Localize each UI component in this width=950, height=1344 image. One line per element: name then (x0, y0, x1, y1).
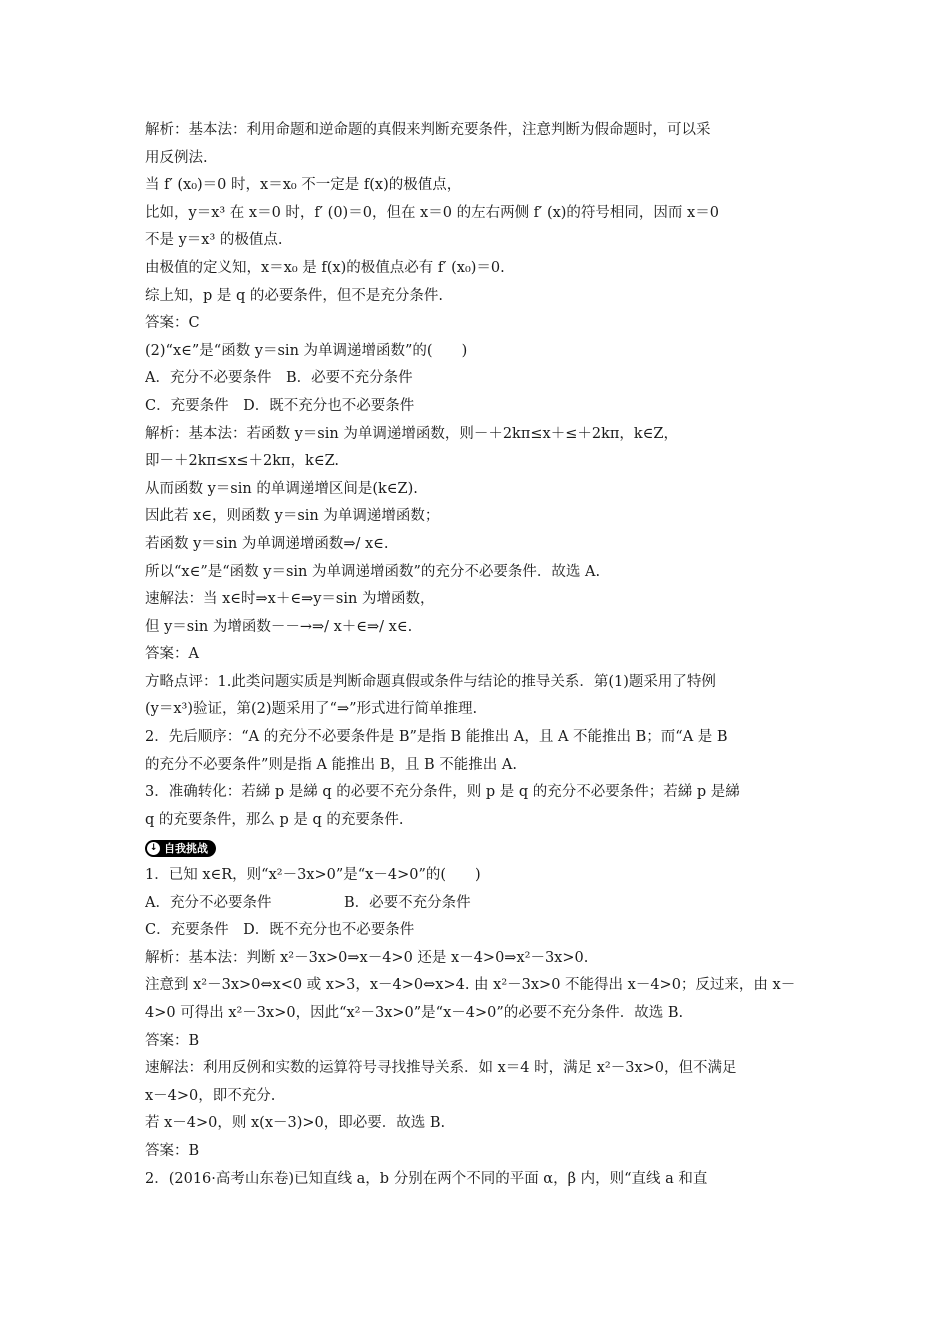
badge-label: 自我挑战 (164, 842, 208, 856)
text-line: 若 x－4>0，则 x(x－3)>0，即必要．故选 B. (145, 1115, 446, 1132)
option-line: A．充分不必要条件 B．必要不充分条件 (145, 370, 413, 387)
question-line: 2．(2016·高考山东卷)已知直线 a，b 分别在两个不同的平面 α，β 内，则“直线 a 和直 (145, 1170, 708, 1187)
text-line: (y＝x³)验证，第(2)题采用了“⇒”形式进行简单推理. (145, 701, 478, 718)
text-line: 4>0 可得出 x²－3x>0，因此“x²－3x>0”是“x－4>0”的必要不充分条件．故选 B. (145, 1005, 684, 1021)
answer-line: 答案：B (145, 1142, 200, 1159)
self-challenge-header (145, 834, 810, 862)
option-line: C．充要条件 D．既不充分也不必要条件 (145, 397, 415, 414)
text-line: 解析：基本法：若函数 y＝sin 为单调递增函数，则－＋2kπ≤x＋≤＋2kπ，k∈Z， (145, 425, 678, 442)
text-line: 注意到 x²－3x>0⇔x<0 或 x>3，x－4>0⇔x>4. 由 x²－3x>0 不能得出 x－4>0；反过来，由 x－ (145, 977, 796, 994)
text-line: 解析：基本法：利用命题和逆命题的真假来判断充要条件，注意判断为假命题时，可以采 (145, 122, 711, 138)
text-line: 速解法：当 x∈时⇒x＋∈⇒y＝sin 为增函数， (145, 591, 435, 608)
text-line: 但 y＝sin 为增函数－－→⇒/ x＋∈⇒/ x∈. (145, 618, 413, 635)
document-content (145, 117, 810, 1193)
text-line: 综上知，p 是 q 的必要条件，但不是充分条件. (145, 287, 443, 304)
question-line: (2)“x∈”是“函数 y＝sin 为单调递增函数”的( ) (145, 342, 468, 359)
text-line: 由极值的定义知，x＝x₀ 是 f(x)的极值点必有 f′ (x₀)＝0. (145, 259, 505, 276)
text-line: 所以“x∈”是“函数 y＝sin 为单调递增函数”的充分不必要条件．故选 A. (145, 563, 601, 580)
arrow-down-icon: ↓ (147, 842, 160, 855)
text-line: 解析：基本法：判断 x²－3x>0⇒x－4>0 还是 x－4>0⇒x²－3x>0. (145, 949, 589, 966)
text-line: 若函数 y＝sin 为单调递增函数⇒/ x∈. (145, 535, 389, 552)
answer-line: 答案：C (145, 315, 200, 332)
self-challenge-badge (145, 840, 216, 857)
option-line: A．充分不必要条件 B．必要不充分条件 (145, 894, 471, 911)
answer-line: 答案：A (145, 646, 199, 663)
option-line: C．充要条件 D．既不充分也不必要条件 (145, 922, 415, 939)
text-line: 2．先后顺序：“A 的充分不必要条件是 B”是指 B 能推出 A，且 A 不能推出 B；而“A 是 B (145, 729, 728, 746)
text-line: 比如，y＝x³ 在 x＝0 时，f′ (0)＝0，但在 x＝0 的左右两侧 f′ (x)的符号相同，因而 x＝0 (145, 204, 719, 221)
text-line: x－4>0，即不充分. (145, 1087, 276, 1104)
text-line: 方略点评：1.此类问题实质是判断命题真假或条件与结论的推导关系．第(1)题采用了特例 (145, 673, 716, 690)
text-line: 即－＋2kπ≤x≤＋2kπ，k∈Z. (145, 453, 340, 470)
text-line: 因此若 x∈，则函数 y＝sin 为单调递增函数； (145, 508, 440, 525)
text-line: 用反例法. (145, 149, 208, 166)
question-line: 1．已知 x∈R，则“x²－3x>0”是“x－4>0”的( ) (145, 867, 481, 884)
text-line: 当 f′ (x₀)＝0 时，x＝x₀ 不一定是 f(x)的极值点， (145, 177, 462, 194)
text-line: 从而函数 y＝sin 的单调递增区间是(k∈Z). (145, 480, 418, 497)
text-line: 的充分不必要条件”则是指 A 能推出 B，且 B 不能推出 A. (145, 756, 517, 773)
text-line: 3．准确转化：若綈 p 是綈 q 的必要不充分条件，则 p 是 q 的充分不必要条件；若綈 p 是綈 (145, 784, 740, 801)
text-line: 速解法：利用反例和实数的运算符号寻找推导关系．如 x＝4 时，满足 x²－3x>0，但不满足 (145, 1060, 737, 1077)
answer-line: 答案：B (145, 1032, 200, 1049)
text-line: 不是 y＝x³ 的极值点. (145, 232, 283, 249)
text-line: q 的充要条件，那么 p 是 q 的充要条件. (145, 811, 404, 828)
